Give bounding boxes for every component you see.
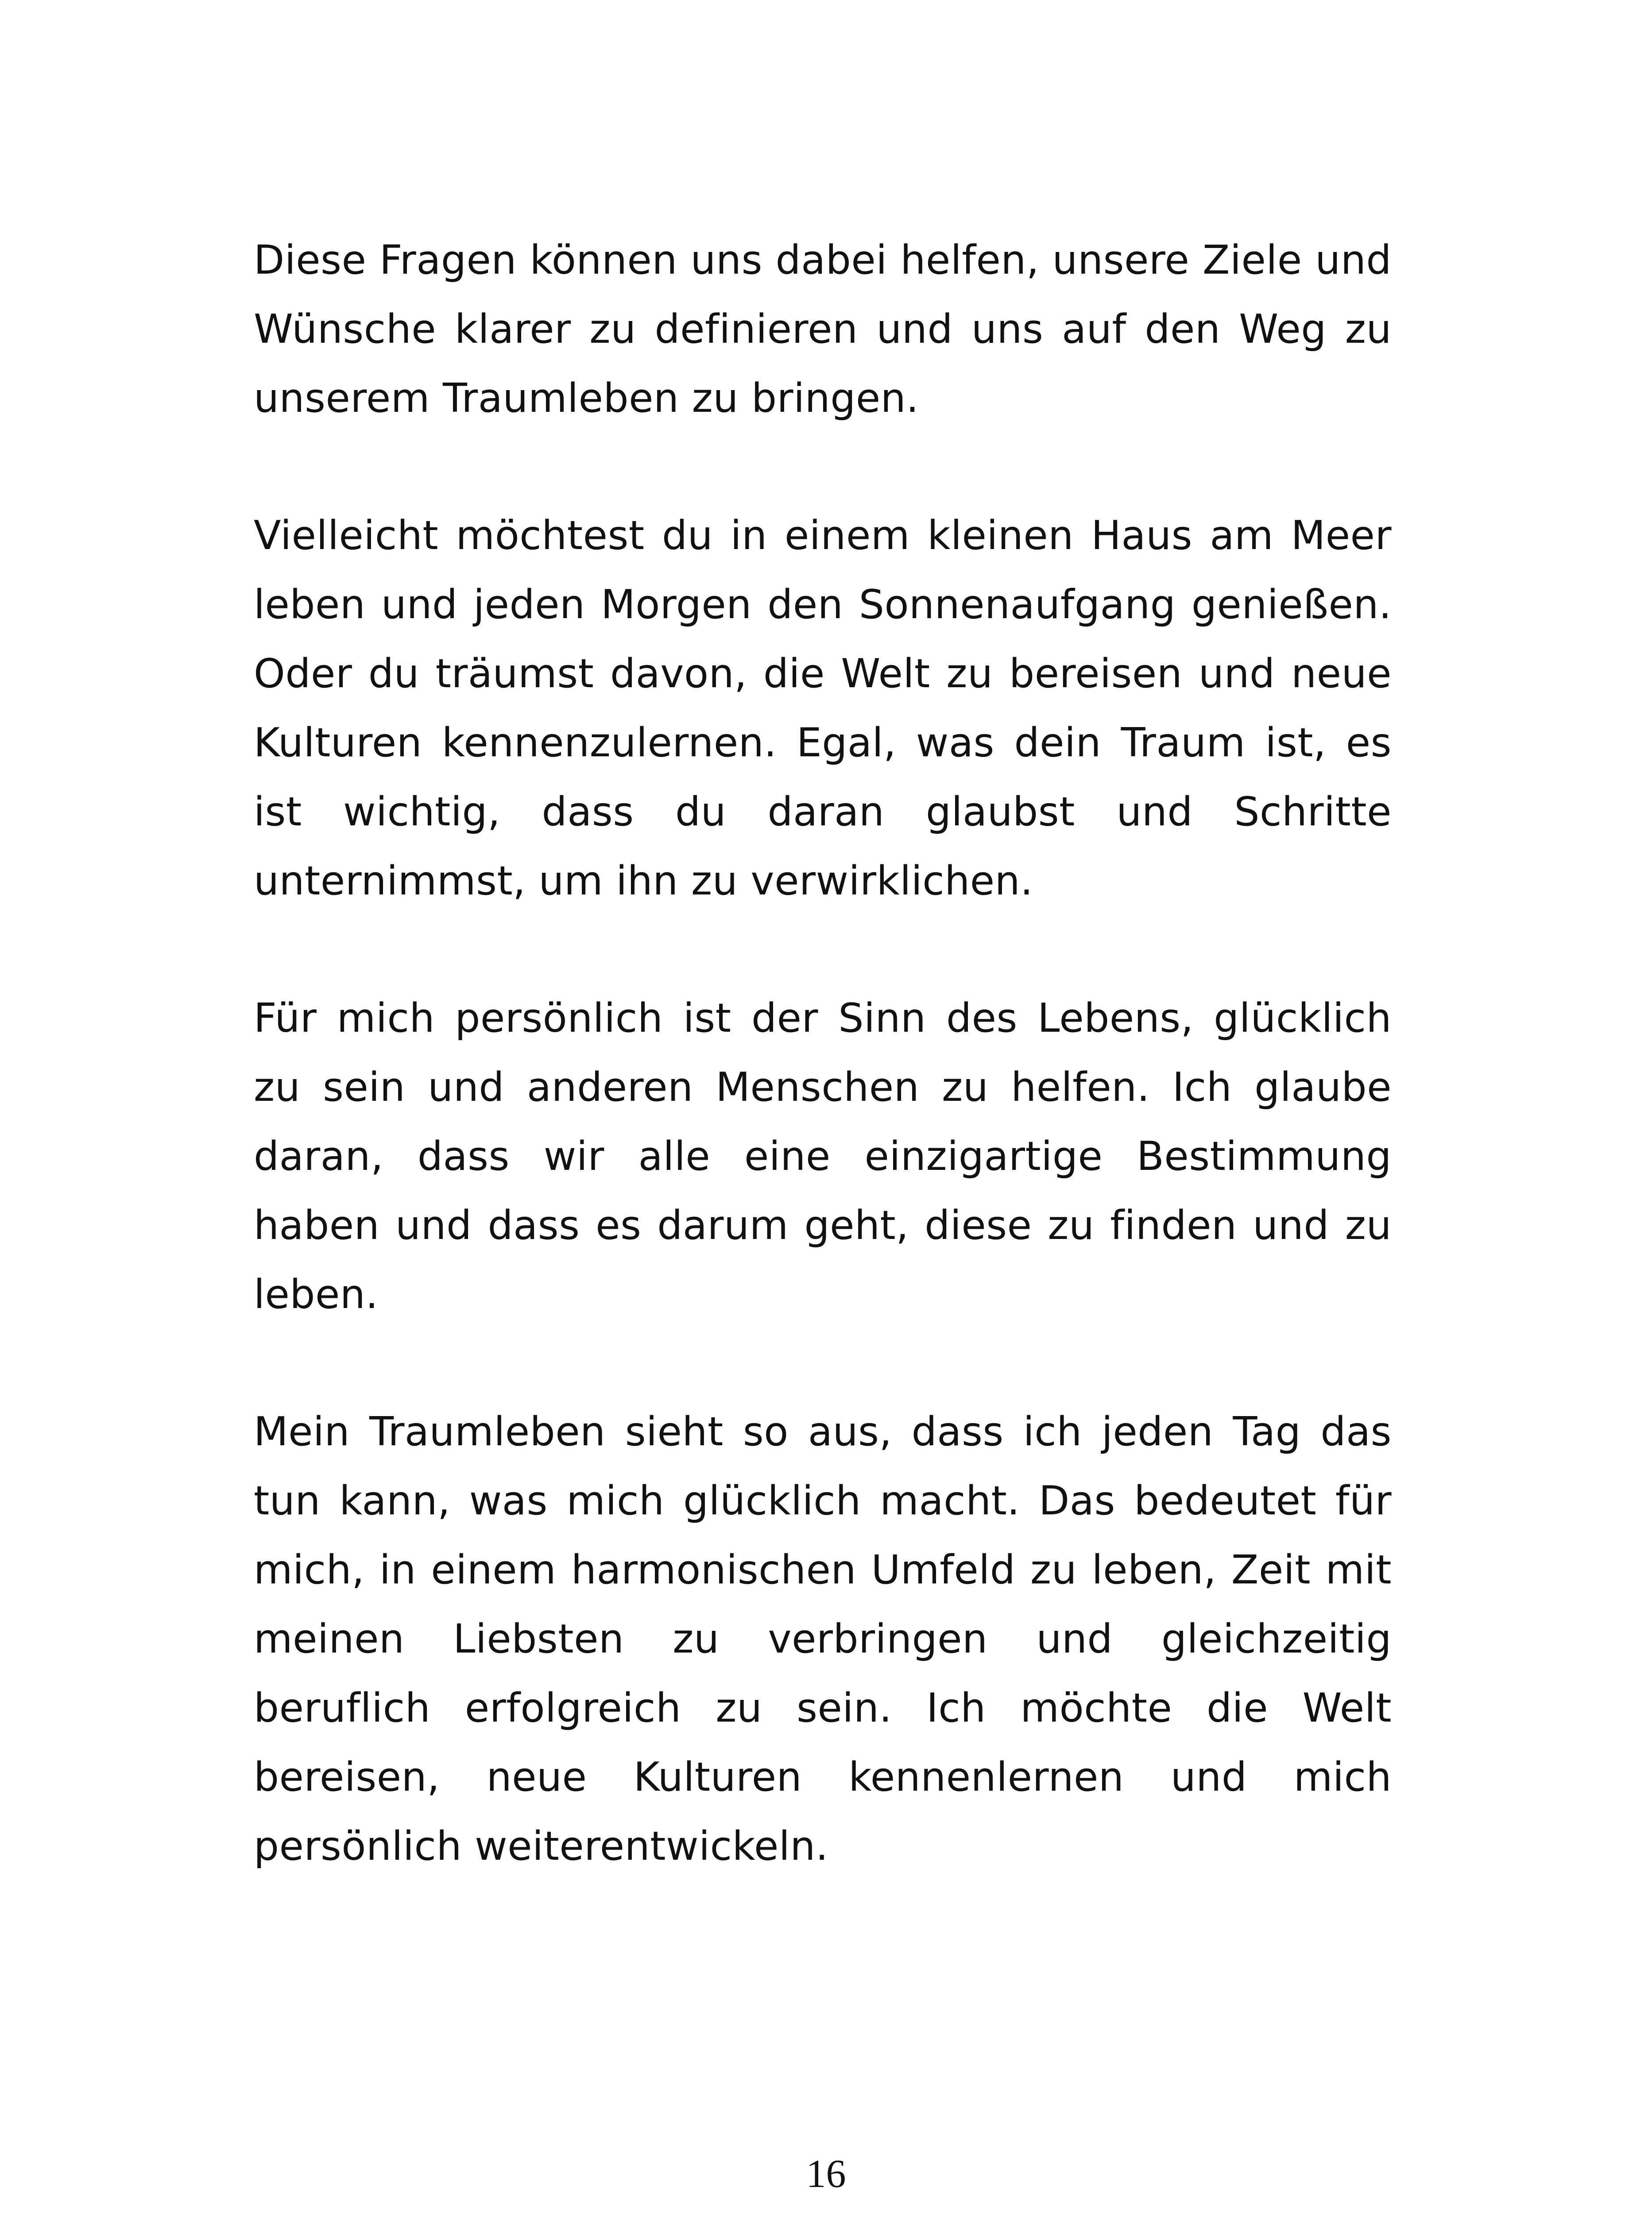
- body-text: [254, 226, 1392, 1949]
- paragraph-1: Diese Fragen können uns dabei helfen, unsere Ziele und Wünsche klarer zu definieren und uns auf den Weg zu unserem Traumleben zu bringen.: [254, 237, 1392, 422]
- paragraph-4: Mein Traumleben sieht so aus, dass ich jeden Tag das tun kann, was mich glücklich macht. Das bedeutet für mich, in einem harmonischen Umfeld zu leben, Zeit mit meinen Liebsten zu verbringen und gleichzeitig beruflich erfolgreich zu sein. Ich möchte die Welt bereisen, neue Kulturen kennenlernen und mich persönlich weiterentwickeln.: [254, 1409, 1392, 1870]
- paragraph-3: Für mich persönlich ist der Sinn des Lebens, glücklich zu sein und anderen Menschen zu helfen. Ich glaube daran, dass wir alle eine einzigartige Bestimmung haben und dass es darum geht, diese zu finden und zu leben.: [254, 995, 1392, 1318]
- page-number: 16: [806, 2152, 846, 2196]
- paragraph-2: Vielleicht möchtest du in einem kleinen Haus am Meer leben und jeden Morgen den Sonnenaufgang genießen. Oder du träumst davon, die Welt zu bereisen und neue Kulturen kennenzulernen. Egal, was dein Traum ist, es ist wichtig, dass du daran glaubst und Schritte unternimmst, um ihn zu verwirklichen.: [254, 512, 1392, 904]
